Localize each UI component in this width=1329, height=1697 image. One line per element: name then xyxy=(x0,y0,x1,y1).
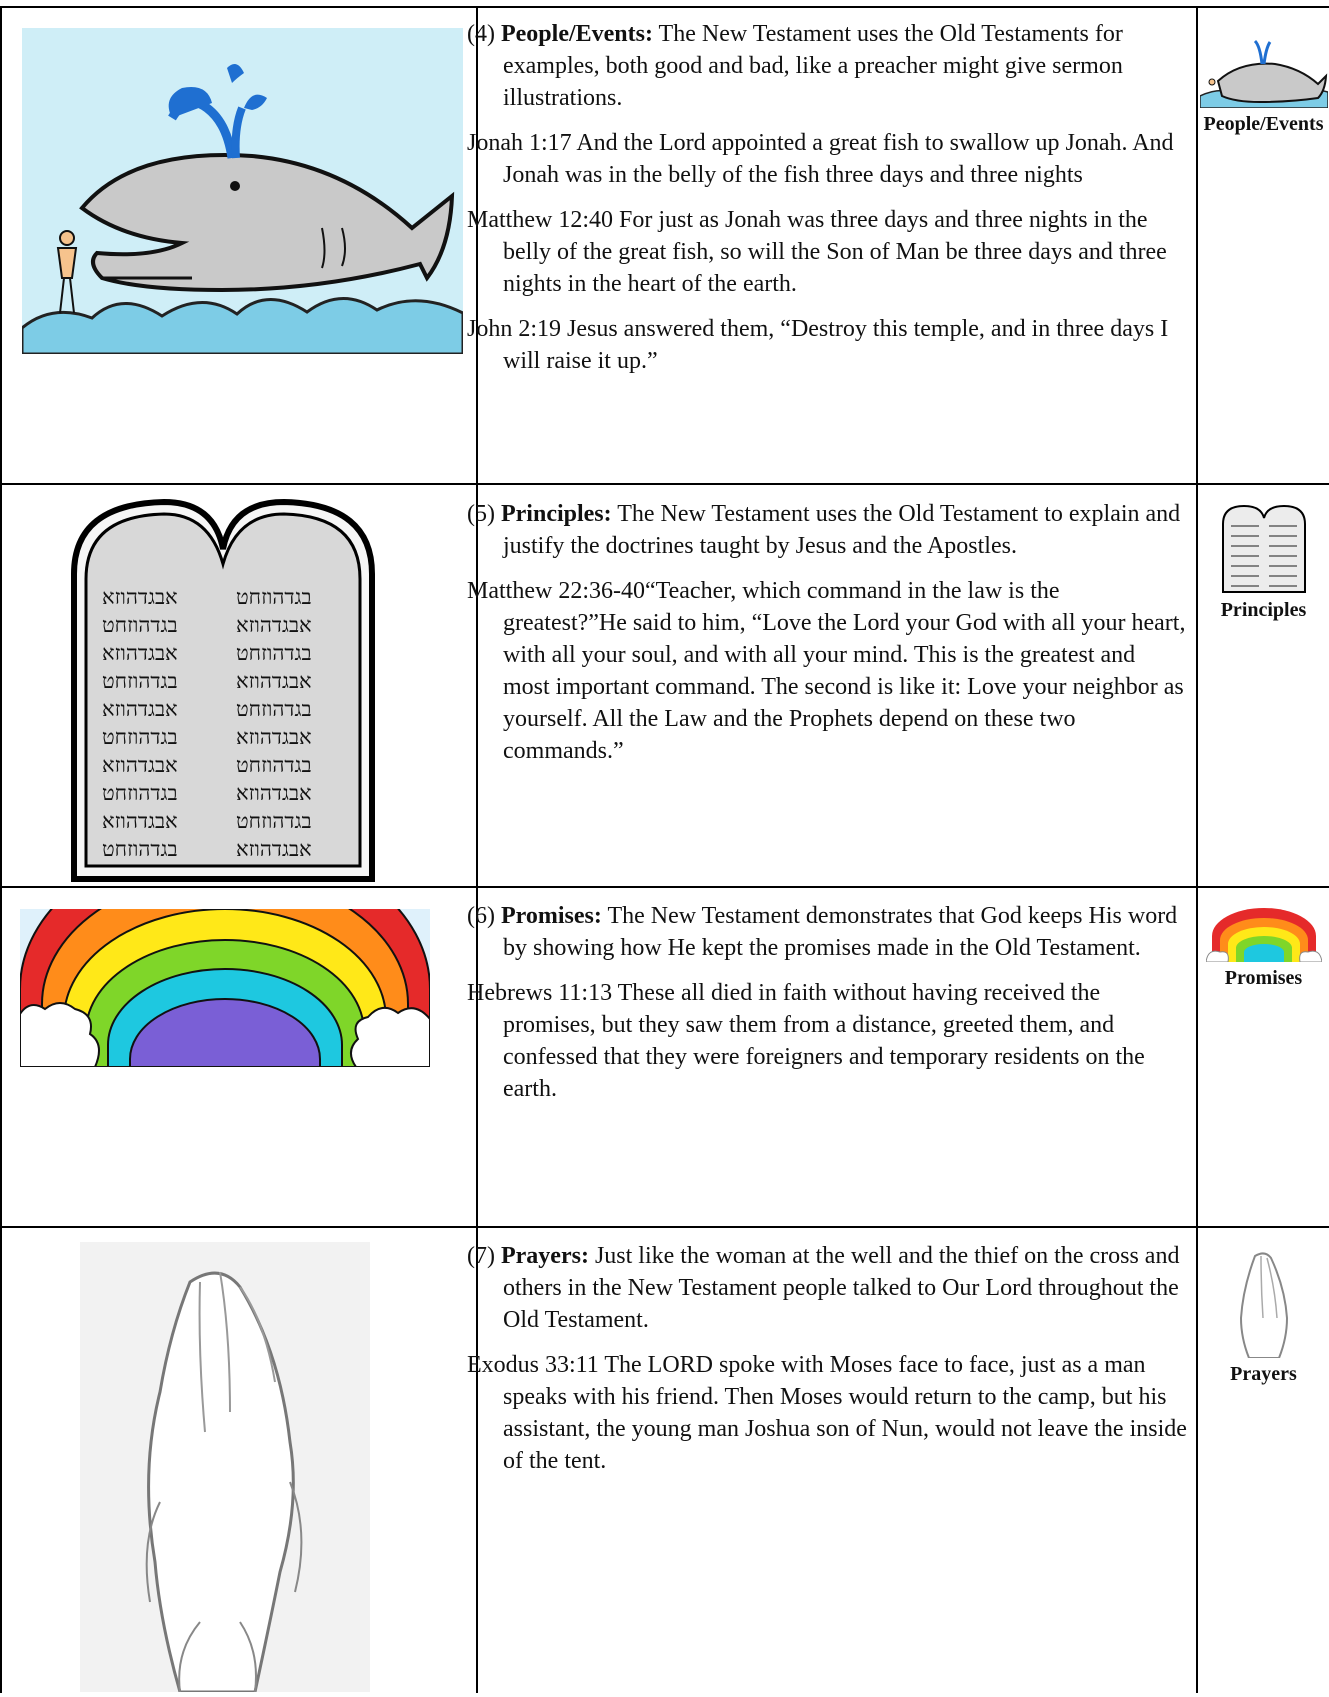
row-4-text xyxy=(467,18,1187,390)
tablet-lettering: בגדהוזחט xyxy=(102,669,178,693)
tablet-lettering: אבגדהוזא xyxy=(102,697,178,721)
thumb-promises xyxy=(1196,906,1329,989)
row-intro-text: The New Testament uses the Old Testaments for examples, both good and bad, like a preacher might give sermon illustrations. xyxy=(503,21,1123,111)
table-border-left xyxy=(0,6,2,1693)
verse: Jonah 1:17 And the Lord appointed a great fish to swallow up Jonah. And Jonah was in the belly of the fish three days and three nights xyxy=(467,130,1174,188)
row-4-intro xyxy=(467,18,1187,114)
row-7-text xyxy=(467,1240,1187,1490)
verse: John 2:19 Jesus answered them, “Destroy this temple, and in three days I will raise it up.” xyxy=(467,316,1169,374)
tablet-lettering: בגדהוזחט xyxy=(102,725,178,749)
tablet-lettering: אבגדהוזא xyxy=(102,809,178,833)
row-6-intro xyxy=(467,900,1187,964)
stone-tablets-icon xyxy=(64,494,382,882)
thumb-label: Promises xyxy=(1224,967,1303,989)
thumb-label: Prayers xyxy=(1230,1363,1297,1385)
row-number: (6) xyxy=(467,903,495,929)
column-divider xyxy=(1196,6,1198,1693)
table-border-top xyxy=(0,6,1329,8)
verse: Hebrews 11:13 These all died in faith without having received the promises, but they saw them from a distance, greeted them, and confessed that they were foreigners and temporary residents on the earth. xyxy=(467,980,1145,1102)
verse: Matthew 12:40 For just as Jonah was three days and three nights in the belly of the great fish, so will the Son of Man be three days and three nights in the heart of the earth. xyxy=(467,207,1167,297)
row-5-intro xyxy=(467,498,1187,562)
row-heading: People/Events: xyxy=(500,21,653,47)
row-number: (5) xyxy=(467,501,495,527)
tablet-lettering: אבגדהוזא xyxy=(102,641,178,665)
thumb-principles xyxy=(1196,504,1329,621)
row-5-text xyxy=(467,498,1187,780)
row-divider xyxy=(0,1226,1329,1228)
tablet-lettering: בגדהוזחט xyxy=(102,613,178,637)
tablet-lettering: אבגדהוזא xyxy=(236,837,312,861)
rainbow-thumb-icon xyxy=(1206,906,1322,962)
row-divider xyxy=(0,483,1329,485)
tablet-lettering: בגדהוזחט xyxy=(102,837,178,861)
tablet-lettering: אבגדהוזא xyxy=(236,669,312,693)
praying-hands-thumb-icon xyxy=(1227,1248,1301,1358)
row-number: (7) xyxy=(467,1243,495,1269)
rainbow-icon xyxy=(20,909,430,1067)
row-7-intro xyxy=(467,1240,1187,1336)
document-table xyxy=(0,6,1329,1693)
row-intro-text: The New Testament uses the Old Testament to explain and justify the doctrines taught by Jesus and the Apostles. xyxy=(503,501,1181,559)
row-heading: Promises: xyxy=(500,903,602,929)
tablet-lettering: בגדהוזחט xyxy=(236,641,312,665)
verse: Exodus 33:11 The LORD spoke with Moses face to face, just as a man speaks with his friend. Then Moses would return to the camp, but his assistant, the young man Joshua son of Nun, would not leave the inside of the tent. xyxy=(467,1352,1187,1474)
row-intro-text: The New Testament demonstrates that God keeps His word by showing how He kept the promises made in the Old Testament. xyxy=(503,903,1178,961)
praying-hands-icon xyxy=(80,1242,370,1692)
row-number: (4) xyxy=(467,21,495,47)
thumb-people-events xyxy=(1196,26,1329,135)
thumb-prayers xyxy=(1196,1248,1329,1385)
whale-thumb-icon xyxy=(1200,26,1328,108)
tablet-lettering: בגדהוזחט xyxy=(236,809,312,833)
tablet-lettering: אבגדהוזא xyxy=(236,781,312,805)
whale-icon xyxy=(22,28,463,354)
tablet-lettering: בגדהוזחט xyxy=(102,781,178,805)
thumb-label: Principles xyxy=(1220,599,1307,621)
verse: Matthew 22:36-40“Teacher, which command in the law is the greatest?”He said to him, “Love the Lord your God with all your heart, with all your soul, and with all your mind. This is the greatest and most important command. The second is like it: Love your neighbor as yourself. All the Law and the Prophets depend on these two commands.” xyxy=(467,578,1186,764)
row-6-text xyxy=(467,900,1187,1118)
row-heading: Principles: xyxy=(500,501,612,527)
tablet-lettering: בגדהוזחט xyxy=(236,753,312,777)
row-heading: Prayers: xyxy=(500,1243,589,1269)
tablets-thumb-icon xyxy=(1219,504,1309,594)
thumb-label: People/Events xyxy=(1203,113,1324,135)
row-intro-text: Just like the woman at the well and the thief on the cross and others in the New Testament people talked to Our Lord throughout the Old Testament. xyxy=(503,1243,1180,1333)
tablet-lettering: בגדהוזחט xyxy=(236,697,312,721)
tablet-lettering: אבגדהוזא xyxy=(236,613,312,637)
tablet-lettering: אבגדהוזא xyxy=(102,753,178,777)
tablet-lettering: אבגדהוזא xyxy=(236,725,312,749)
tablet-lettering: אבגדהוזא xyxy=(102,585,178,609)
row-divider xyxy=(0,886,1329,888)
tablet-lettering: בגדהוזחט xyxy=(236,585,312,609)
